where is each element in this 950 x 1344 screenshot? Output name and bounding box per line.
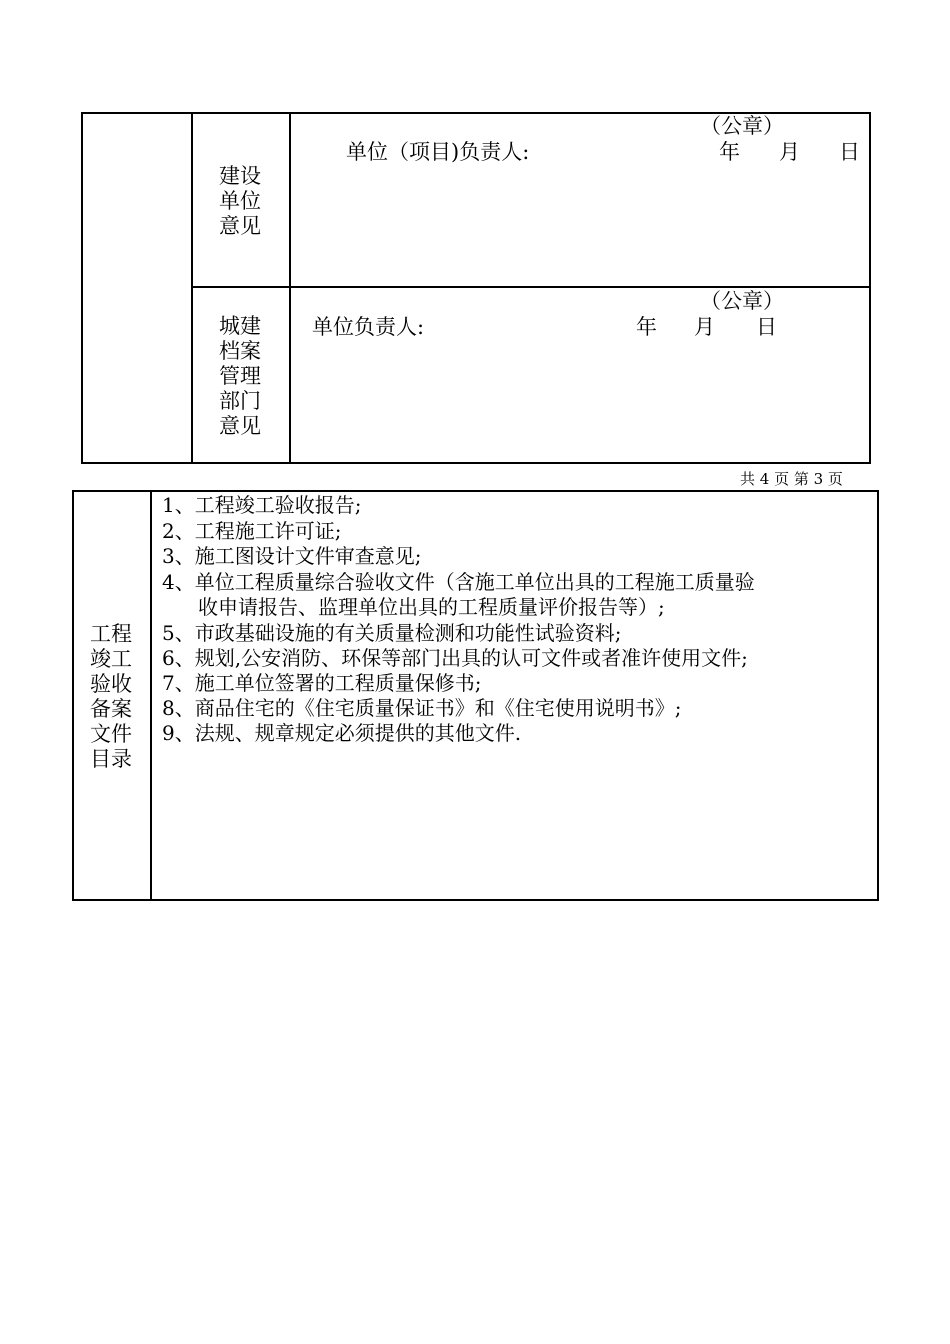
list-item: 8、商品住宅的《住宅质量保证书》和《住宅使用说明书》; [162,696,682,720]
responsible-person-label: 单位负责人: [312,315,425,339]
table-divider [191,112,193,464]
seal-text: （公章） [700,289,784,313]
list-item: 收申请报告、监理单位出具的工程质量评价报告等）; [198,595,665,619]
list-item: 3、施工图设计文件审查意见; [162,544,422,568]
year-label: 年 [636,315,657,339]
construction-unit-opinion-label: 建设 单位 意见 [219,164,261,238]
list-item: 4、单位工程质量综合验收文件（含施工单位出具的工程施工质量验 [162,570,755,594]
filing-documents-label: 工程 竣工 验收 备案 文件 目录 [90,622,132,771]
table-divider [150,490,152,901]
day-label: 日 [839,140,860,164]
month-label: 月 [779,140,800,164]
archives-dept-opinion-label: 城建 档案 管理 部门 意见 [219,314,261,438]
table-divider [289,112,291,464]
responsible-person-label: 单位（项目)负责人: [346,140,530,164]
list-item: 1、工程竣工验收报告; [162,493,362,517]
list-item: 7、施工单位签署的工程质量保修书; [162,671,482,695]
list-item: 2、工程施工许可证; [162,519,342,543]
day-label: 日 [756,315,777,339]
list-item: 9、法规、规章规定必须提供的其他文件. [162,721,522,745]
list-item: 5、市政基础设施的有关质量检测和功能性试验资料; [162,621,622,645]
seal-text: （公章） [700,114,784,138]
year-label: 年 [719,140,740,164]
list-item: 6、规划,公安消防、环保等部门出具的认可文件或者准许使用文件; [162,646,748,670]
page-counter: 共 4 页 第 3 页 [740,470,843,488]
month-label: 月 [694,315,715,339]
